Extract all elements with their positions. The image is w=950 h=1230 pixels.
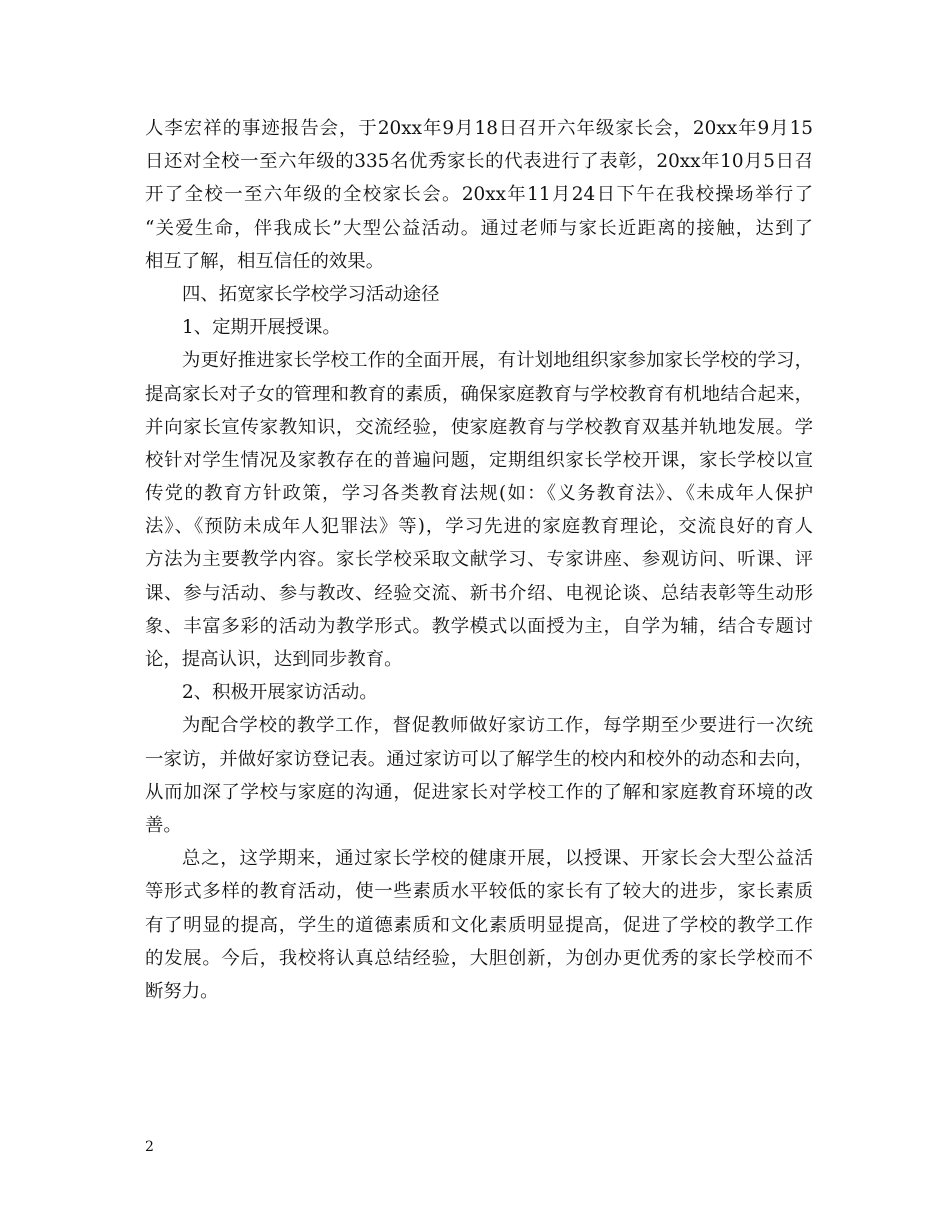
text-line: 的发展。今后，我校将认真总结经验，大胆创新，为创办更优秀的家长学校而不 bbox=[145, 947, 813, 969]
text-line: 论，提高认识，达到同步教育。 bbox=[145, 649, 403, 670]
text-line: 方法为主要教学内容。家长学校采取文献学习、专家讲座、参观访问、听课、评 bbox=[145, 549, 813, 571]
paragraph-first-line: 为更好推进家长学校工作的全面开展，有计划地组织家参加家长学校的学习， bbox=[182, 350, 813, 372]
text-line: 善。 bbox=[145, 814, 182, 836]
paragraph-first-line: 四、拓宽家长学校学习活动途径 bbox=[182, 283, 440, 305]
text-line: 断努力。 bbox=[145, 980, 219, 1002]
paragraph-first-line: 总之，这学期来，通过家长学校的健康开展，以授课、开家长会大型公益活 bbox=[182, 848, 813, 870]
text-line: 法》、《预防未成年人犯罪法》等)，学习先进的家庭教育理论，交流良好的育人 bbox=[145, 516, 813, 538]
document-body bbox=[145, 112, 813, 1008]
text-line: 传党的教育方针政策，学习各类教育法规(如：《义务教育法》、《未成年人保护 bbox=[145, 483, 813, 505]
paragraph-first-line: 2、积极开展家访活动。 bbox=[182, 682, 378, 704]
text-line: 一家访，并做好家访登记表。通过家访可以了解学生的校内和校外的动态和去向， bbox=[145, 748, 813, 770]
paragraph-first-line: 1、定期开展授课。 bbox=[182, 317, 341, 339]
paragraph-first-line: 为配合学校的教学工作，督促教师做好家访工作，每学期至少要进行一次统 bbox=[182, 715, 813, 737]
text-line: 校针对学生情况及家教存在的普遍问题，定期组织家长学校开课，家长学校以宣 bbox=[145, 449, 813, 471]
text-line: 等形式多样的教育活动，使一些素质水平较低的家长有了较大的进步，家长素质 bbox=[145, 881, 813, 903]
text-line: 相互了解，相互信任的效果。 bbox=[145, 250, 385, 272]
text-line: 并向家长宣传家教知识，交流经验，使家庭教育与学校教育双基并轨地发展。学 bbox=[145, 416, 813, 438]
text-line: 开了全校一至六年级的全校家长会。20xx年11月24日下午在我校操场举行了 bbox=[145, 184, 813, 206]
text-line: 有了明显的提高，学生的道德素质和文化素质明显提高，促进了学校的教学工作 bbox=[145, 914, 813, 936]
text-line: 人李宏祥的事迹报告会，于20xx年9月18日召开六年级家长会，20xx年9月15 bbox=[145, 118, 813, 139]
text-line: 日还对全校一至六年级的335名优秀家长的代表进行了表彰，20xx年10月5日召 bbox=[145, 151, 813, 173]
text-line: 象、丰富多彩的活动为教学形式。教学模式以面授为主，自学为辅，结合专题讨 bbox=[145, 615, 813, 637]
text-line: 课、参与活动、参与教改、经验交流、新书介绍、电视论谈、总结表彰等生动形 bbox=[145, 582, 813, 604]
page-number: 2 bbox=[145, 1139, 154, 1155]
text-line: 从而加深了学校与家庭的沟通，促进家长对学校工作的了解和家庭教育环境的改 bbox=[145, 781, 813, 803]
text-line: “关爱生命，伴我成长”大型公益活动。通过老师与家长近距离的接触，达到了 bbox=[145, 217, 813, 239]
text-line: 提高家长对子女的管理和教育的素质，确保家庭教育与学校教育有机地结合起来， bbox=[145, 383, 813, 405]
